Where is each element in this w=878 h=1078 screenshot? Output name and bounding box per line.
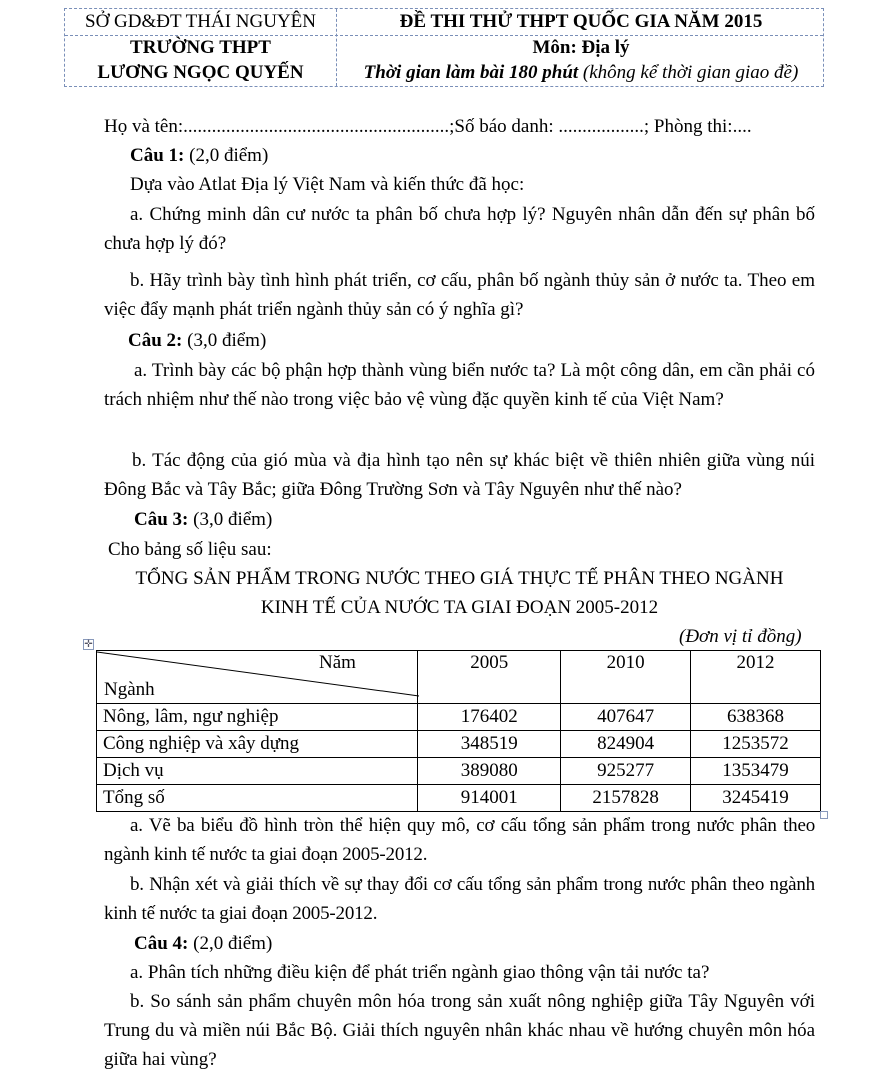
value-cell: 638368 xyxy=(691,704,821,731)
q4-part-a: a. Phân tích những điều kiện để phát triển ngành giao thông vận tải nước ta? xyxy=(130,962,710,983)
q3-points: (3,0 điểm) xyxy=(188,509,273,530)
q1-intro: Dựa vào Atlat Địa lý Việt Nam và kiến thức đã học: xyxy=(130,174,525,195)
sector-cell: Công nghiệp và xây dựng xyxy=(97,731,418,758)
value-cell: 176402 xyxy=(418,704,561,731)
subject: Môn: Địa lý xyxy=(532,37,630,58)
q2-points: (3,0 điểm) xyxy=(182,330,267,351)
corner-year-label: Năm xyxy=(319,652,356,673)
table-header-row xyxy=(97,651,821,704)
q3-label: Câu 3: xyxy=(134,509,189,530)
q1-label: Câu 1: xyxy=(130,145,185,166)
school-name-line2: LƯƠNG NGỌC QUYẾN xyxy=(97,62,304,83)
q1-part-b: b. Hãy trình bày tình hình phát triển, cơ cấu, phân bố ngành thủy sản ở nước ta. Theo em việc đẩy mạnh phát triển ngành thủy sản có ý nghĩa gì? xyxy=(104,270,815,320)
q4-points: (2,0 điểm) xyxy=(188,933,273,954)
table-move-handle-icon[interactable]: ✛ xyxy=(84,639,93,650)
table-title-line2: KINH TẾ CỦA NƯỚC TA GIAI ĐOẠN 2005-2012 xyxy=(260,597,659,618)
exam-header xyxy=(64,8,824,87)
table-row-total xyxy=(97,785,821,812)
q3-part-a: a. Vẽ ba biểu đồ hình tròn thể hiện quy mô, cơ cấu tổng sản phẩm trong nước phân theo ngành kinh tế nước ta giai đoạn 2005-2012. xyxy=(104,815,815,865)
value-cell: 2157828 xyxy=(561,785,691,812)
department-name: SỞ GD&ĐT THÁI NGUYÊN xyxy=(85,11,316,32)
table-corner-cell xyxy=(97,651,418,704)
q2-heading xyxy=(128,326,266,355)
q1-points: (2,0 điểm) xyxy=(184,145,269,166)
sector-cell: Tổng số xyxy=(97,785,418,812)
gdp-table xyxy=(96,650,821,812)
q2-part-b: b. Tác động của gió mùa và địa hình tạo nên sự khác biệt về thiên nhiên giữa vùng núi Đông Bắc và Tây Bắc; giữa Đông Trường Sơn và Tây Nguyên như thế nào? xyxy=(104,450,815,500)
value-cell: 389080 xyxy=(418,758,561,785)
time-limit-note: (không kể thời gian giao đề) xyxy=(578,62,799,83)
q3-intro: Cho bảng số liệu sau: xyxy=(108,539,272,560)
q3-part-b: b. Nhận xét và giải thích về sự thay đổi cơ cấu tổng sản phẩm trong nước phân theo ngành kinh tế nước ta giai đoạn 2005-2012. xyxy=(104,874,815,924)
year-header: 2005 xyxy=(418,651,561,704)
table-row xyxy=(97,704,821,731)
q3-heading xyxy=(134,505,272,534)
table-row xyxy=(97,731,821,758)
q4-part-b: b. So sánh sản phẩm chuyên môn hóa trong sản xuất nông nghiệp giữa Tây Nguyên với Trung du và miền núi Bắc Bộ. Giải thích nguyên nhân khác nhau về hướng chuyên môn hóa giữa hai vùng? xyxy=(104,991,815,1070)
q1-part-a: a. Chứng minh dân cư nước ta phân bố chưa hợp lý? Nguyên nhân dẫn đến sự phân bố chưa hợp lý đó? xyxy=(104,204,815,254)
q2-part-a: a. Trình bày các bộ phận hợp thành vùng biển nước ta? Là một công dân, em cần phải có trách nhiệm như thế nào trong việc bảo vệ vùng đặc quyền kinh tế của Việt Nam? xyxy=(104,360,815,410)
corner-sector-label: Ngành xyxy=(104,679,155,700)
sector-cell: Dịch vụ xyxy=(97,758,418,785)
sector-cell: Nông, lâm, ngư nghiệp xyxy=(97,704,418,731)
table-resize-handle[interactable] xyxy=(820,811,828,819)
q4-label: Câu 4: xyxy=(134,933,189,954)
exam-title: ĐỀ THI THỬ THPT QUỐC GIA NĂM 2015 xyxy=(399,11,763,32)
time-limit-bold: Thời gian làm bài 180 phút xyxy=(363,62,579,83)
q2-label: Câu 2: xyxy=(128,330,183,351)
q1-heading xyxy=(130,141,268,170)
student-info-line: Họ và tên:........................................................;Số báo danh: ..................; Phòng thi:.... xyxy=(104,116,752,137)
value-cell: 3245419 xyxy=(691,785,821,812)
table-row xyxy=(97,758,821,785)
value-cell: 925277 xyxy=(561,758,691,785)
value-cell: 914001 xyxy=(418,785,561,812)
table-unit: (Đơn vị tỉ đồng) xyxy=(679,626,802,647)
time-limit xyxy=(337,60,825,85)
value-cell: 824904 xyxy=(561,731,691,758)
value-cell: 1353479 xyxy=(691,758,821,785)
school-name-line1: TRƯỜNG THPT xyxy=(130,37,271,58)
table-title-line1: TỔNG SẢN PHẨM TRONG NƯỚC THEO GIÁ THỰC TẾ PHÂN THEO NGÀNH xyxy=(135,568,784,589)
year-header: 2012 xyxy=(691,651,821,704)
value-cell: 348519 xyxy=(418,731,561,758)
q4-heading xyxy=(134,929,272,958)
year-header: 2010 xyxy=(561,651,691,704)
value-cell: 1253572 xyxy=(691,731,821,758)
value-cell: 407647 xyxy=(561,704,691,731)
